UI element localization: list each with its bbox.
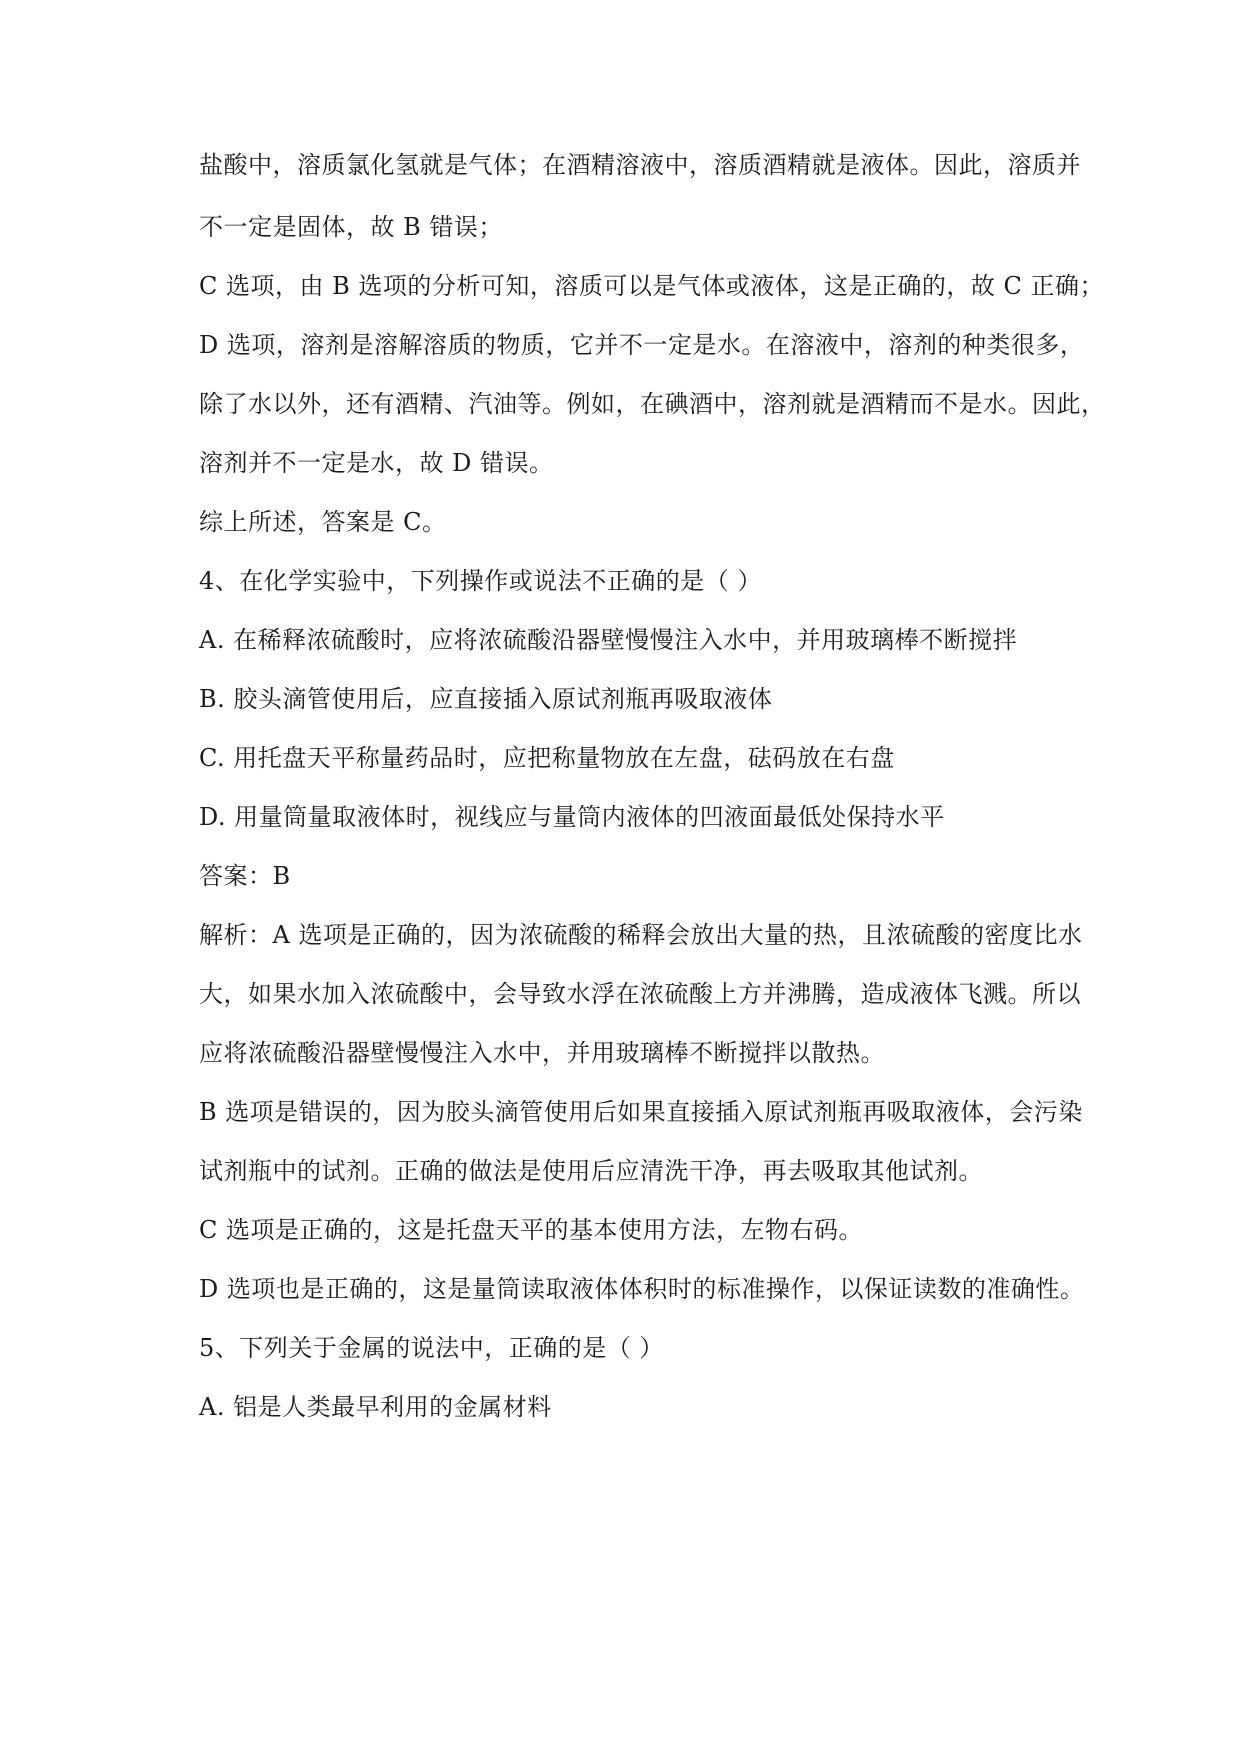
analysis-line: 大，如果水加入浓硫酸中，会导致水浮在浓硫酸上方并沸腾，造成液体飞溅。所以 — [199, 980, 1081, 1008]
option-c: C. 用托盘天平称量药品时，应把称量物放在左盘，砝码放在右盘 — [199, 744, 895, 772]
text-line: C 选项，由 B 选项的分析可知，溶质可以是气体或液体，这是正确的，故 C 正确； — [199, 272, 1105, 300]
analysis-line: C 选项是正确的，这是托盘天平的基本使用方法，左物右码。 — [199, 1216, 863, 1244]
question-5-title: 5、下列关于金属的说法中，正确的是（ ） — [199, 1334, 664, 1362]
option-b: B. 胶头滴管使用后，应直接插入原试剂瓶再吸取液体 — [199, 685, 773, 713]
analysis-line: 试剂瓶中的试剂。正确的做法是使用后应清洗干净，再去吸取其他试剂。 — [199, 1157, 983, 1185]
text-line: 综上所述，答案是 C。 — [199, 508, 447, 536]
text-line: 溶剂并不一定是水，故 D 错误。 — [199, 449, 554, 477]
analysis-line: 应将浓硫酸沿器壁慢慢注入水中，并用玻璃棒不断搅拌以散热。 — [199, 1039, 885, 1067]
question-4-title: 4、在化学实验中，下列操作或说法不正确的是（ ） — [199, 567, 762, 595]
option-a: A. 铝是人类最早利用的金属材料 — [199, 1393, 552, 1421]
text-line: 不一定是固体，故 B 错误； — [199, 213, 503, 241]
text-line: 盐酸中，溶质氯化氢就是气体；在酒精溶液中，溶质酒精就是液体。因此，溶质并 — [199, 151, 1081, 179]
text-line: D 选项，溶剂是溶解溶质的物质，它并不一定是水。在溶液中，溶剂的种类很多， — [199, 331, 1085, 359]
option-a: A. 在稀释浓硫酸时，应将浓硫酸沿器壁慢慢注入水中，并用玻璃棒不断搅拌 — [199, 626, 1018, 654]
answer-line: 答案：B — [199, 862, 291, 890]
analysis-line: D 选项也是正确的，这是量筒读取液体体积时的标准操作，以保证读数的准确性。 — [199, 1275, 1085, 1303]
option-d: D. 用量筒量取液体时，视线应与量筒内液体的凹液面最低处保持水平 — [199, 803, 945, 831]
analysis-line: B 选项是错误的，因为胶头滴管使用后如果直接插入原试剂瓶再吸取液体，会污染 — [199, 1098, 1083, 1126]
analysis-line: 解析：A 选项是正确的，因为浓硫酸的稀释会放出大量的热，且浓硫酸的密度比水 — [199, 921, 1083, 949]
text-line: 除了水以外，还有酒精、汽油等。例如，在碘酒中，溶剂就是酒精而不是水。因此， — [199, 390, 1106, 418]
